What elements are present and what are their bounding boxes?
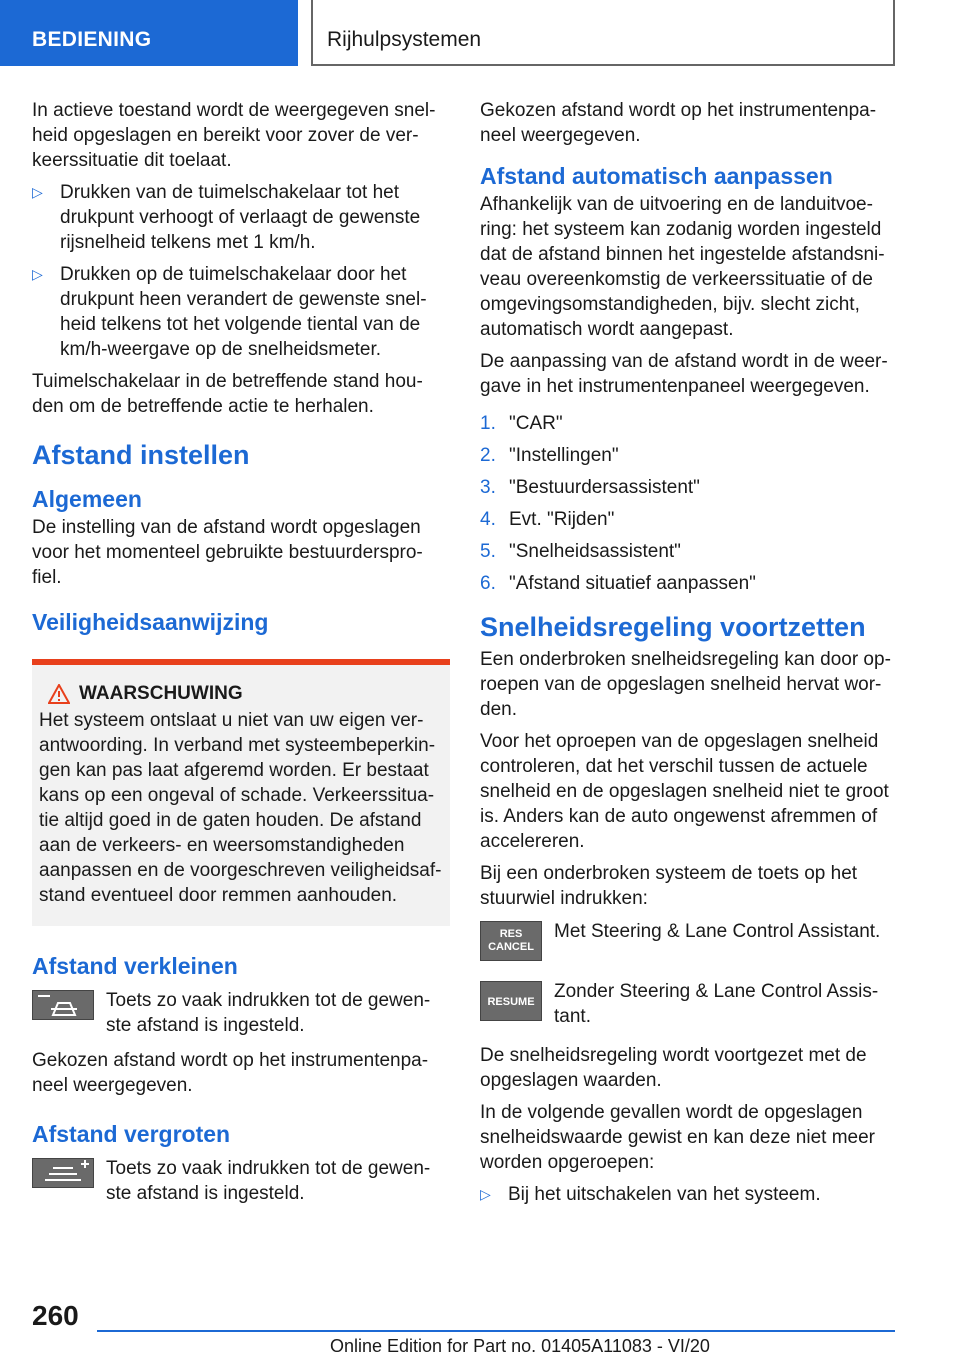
warning-title bbox=[39, 681, 443, 706]
list-item bbox=[32, 180, 450, 255]
list-item bbox=[480, 571, 896, 603]
cancel-label: CANCEL bbox=[488, 941, 534, 953]
increase-row bbox=[32, 1156, 450, 1206]
heading-auto: Afstand automatisch aanpassen bbox=[480, 163, 833, 189]
warning-text: Het systeem ontslaat u niet van uw eigen ver-antwoording. In verband met systeembeperkin-gen kan pas laat afgeremd worden. Er bestaat kans op een ongeval of schade. Verkeerssitua-tie altijd goed in de gaten houden. De afstand aan de verkeers- en weersomstandigheden aanpassen en de voorgeschreven veiligheidsaf-stand eventueel door remmen aanhouden. bbox=[39, 710, 442, 906]
increase-text: Toets zo vaak indrukken tot de gewen-ste afstand is ingesteld. bbox=[106, 1158, 431, 1204]
triangle-bullet-icon: ▷ bbox=[480, 1186, 491, 1202]
step-text: Evt. "Rijden" bbox=[509, 509, 615, 530]
page-number: 260 bbox=[32, 1300, 79, 1331]
general-paragraph: De instelling van de afstand wordt opgeslagen voor het momenteel gebruikte bestuurderspro-fiel. bbox=[32, 517, 423, 588]
list-item bbox=[480, 475, 896, 507]
list-item bbox=[480, 539, 896, 571]
without-steering-text: Zonder Steering & Lane Control Assis-tant. bbox=[554, 981, 879, 1027]
list-item bbox=[480, 443, 896, 475]
res-cancel-button-icon bbox=[480, 921, 542, 961]
section-tab: BEDIENING bbox=[0, 0, 298, 66]
chapter-title: Rijhulpsystemen bbox=[311, 0, 895, 66]
step-number: 4. bbox=[480, 509, 496, 530]
res-cancel-row bbox=[480, 919, 896, 961]
step-text: "Snelheidsassistent" bbox=[509, 541, 681, 562]
hold-paragraph: Tuimelschakelaar in de betreffende stand hou-den om de betreffende actie te herhalen. bbox=[32, 371, 423, 417]
step-number: 3. bbox=[480, 477, 496, 498]
right-column bbox=[480, 98, 896, 1214]
list-item bbox=[480, 1182, 896, 1207]
footer-divider bbox=[97, 1330, 895, 1332]
step-text: "Bestuurdersassistent" bbox=[509, 477, 700, 498]
step-text: "CAR" bbox=[509, 413, 563, 434]
auto-display-paragraph: De aanpassing van de afstand wordt in de weer-gave in het instrumentenpaneel weergegeven. bbox=[480, 351, 888, 397]
step-number: 2. bbox=[480, 445, 496, 466]
bullet-text: Drukken van de tuimelschakelaar tot het drukpunt verhoogt of verlaagt de gewenste rijsnelheid telkens met 1 km/h. bbox=[60, 182, 421, 253]
list-item bbox=[480, 411, 896, 443]
continued-paragraph: De snelheidsregeling wordt voortgezet met de opgeslagen waarden. bbox=[480, 1045, 867, 1091]
step-number: 5. bbox=[480, 541, 496, 562]
auto-paragraph: Afhankelijk van de uitvoering en de landuitvoe-ring: het systeem kan zodanig worden ingesteld dat de afstand binnen het ingestelde afstandsni-veau overeenkomstig de verkeerssituatie of de omgevingsomstandigheden, bijv. slecht zicht, automatisch wordt aangepast. bbox=[480, 194, 885, 340]
deleted-paragraph: In de volgende gevallen wordt de opgeslagen snelheidswaarde gewist en kan deze niet meer worden opgeroepen: bbox=[480, 1102, 876, 1173]
resume-label: RESUME bbox=[487, 996, 535, 1008]
display-paragraph: Gekozen afstand wordt op het instrumentenpa-neel weergegeven. bbox=[480, 100, 877, 146]
resume-paragraph-1: Een onderbroken snelheidsregeling kan door op-roepen van de opgeslagen snelheid hervat wor-den. bbox=[480, 649, 891, 720]
decrease-text: Toets zo vaak indrukken tot de gewen-ste afstand is ingesteld. bbox=[106, 990, 431, 1036]
bullet-text: Drukken op de tuimelschakelaar door het drukpunt heen verandert de gewenste snel-heid telkens tot het volgende tiental van de km/h-weergave op de snelheidsmeter. bbox=[60, 264, 427, 360]
left-column bbox=[32, 98, 450, 1216]
distance-increase-icon bbox=[32, 1158, 94, 1188]
heading-resume: Snelheidsregeling voortzetten bbox=[480, 612, 866, 642]
edition-text: Online Edition for Part no. 01405A11083 - VI/20 bbox=[330, 1336, 710, 1356]
triangle-bullet-icon: ▷ bbox=[32, 184, 43, 200]
heading-general: Algemeen bbox=[32, 486, 142, 512]
resume-paragraph-3: Bij een onderbroken systeem de toets op het stuurwiel indrukken: bbox=[480, 863, 858, 909]
warning-box bbox=[32, 659, 450, 926]
triangle-bullet-icon: ▷ bbox=[32, 266, 43, 282]
list-item bbox=[480, 507, 896, 539]
heading-safety: Veiligheidsaanwijzing bbox=[32, 609, 269, 635]
step-text: "Instellingen" bbox=[509, 445, 619, 466]
step-number: 6. bbox=[480, 573, 496, 594]
resume-paragraph-2: Voor het oproepen van de opgeslagen snelheid controleren, dat het verschil tussen de actuele snelheid en de opgeslagen snelheid niet te groot is. Anders kan de auto ongewenst afremmen of accelereren. bbox=[480, 731, 889, 852]
step-text: "Afstand situatief aanpassen" bbox=[509, 573, 756, 594]
warning-triangle-icon bbox=[39, 684, 79, 704]
distance-decrease-icon bbox=[32, 990, 94, 1020]
list-item bbox=[32, 262, 450, 362]
heading-increase: Afstand vergroten bbox=[32, 1121, 231, 1147]
res-label: RES bbox=[499, 928, 523, 940]
step-number: 1. bbox=[480, 413, 496, 434]
resume-row bbox=[480, 979, 896, 1029]
bullet-text: Bij het uitschakelen van het systeem. bbox=[508, 1184, 821, 1205]
decrease-row bbox=[32, 988, 450, 1038]
intro-paragraph: In actieve toestand wordt de weergegeven snel-heid opgeslagen en bereikt voor zover de ver-keerssituatie dit toelaat. bbox=[32, 100, 436, 171]
settings-steps bbox=[480, 411, 896, 603]
resume-button-icon bbox=[480, 981, 542, 1021]
decrease-display-text: Gekozen afstand wordt op het instrumentenpa-neel weergegeven. bbox=[32, 1050, 429, 1096]
heading-decrease: Afstand verkleinen bbox=[32, 953, 238, 979]
warning-title-text: WAARSCHUWING bbox=[79, 683, 243, 704]
heading-distance: Afstand instellen bbox=[32, 440, 250, 470]
with-steering-text: Met Steering & Lane Control Assistant. bbox=[554, 921, 881, 942]
